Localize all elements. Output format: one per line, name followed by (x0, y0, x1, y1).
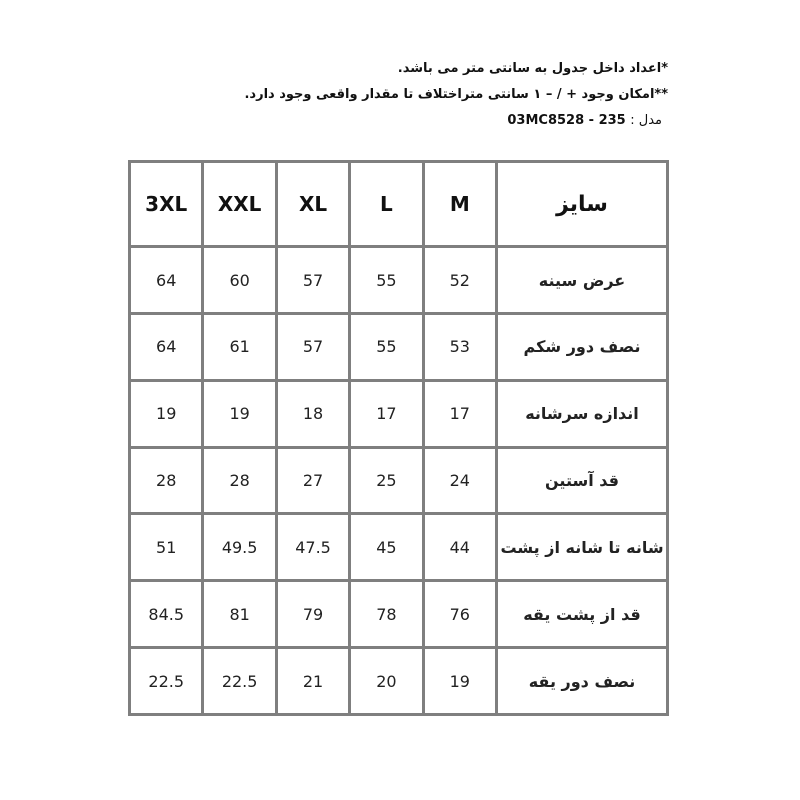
size-header-3xl: 3XL (131, 163, 201, 245)
table-cell: 55 (351, 315, 421, 379)
notes-block (244, 56, 668, 132)
table-cell: 24 (425, 449, 495, 513)
table-cell: 27 (278, 449, 348, 513)
table-cell: 19 (425, 649, 495, 713)
table-cell: 22.5 (131, 649, 201, 713)
table-cell: 51 (131, 515, 201, 579)
table-cell: 84.5 (131, 582, 201, 646)
table-cell: 53 (425, 315, 495, 379)
table-cell: 19 (131, 382, 201, 446)
table-cell: 21 (278, 649, 348, 713)
table-cell: 47.5 (278, 515, 348, 579)
table-cell: 49.5 (204, 515, 274, 579)
table-cell: 57 (278, 315, 348, 379)
size-header-m: M (425, 163, 495, 245)
row-label: عرض سینه (498, 248, 666, 312)
table-row (131, 248, 666, 312)
table-cell: 17 (425, 382, 495, 446)
row-label: اندازه سرشانه (498, 382, 666, 446)
table-cell: 60 (204, 248, 274, 312)
table-cell: 17 (351, 382, 421, 446)
table-row (131, 515, 666, 579)
row-label: نصف دور یقه (498, 649, 666, 713)
size-table (128, 160, 669, 716)
note-tolerance: **امکان وجود + / – ۱ سانتی متراختلاف تا مقدار واقعی وجود دارد. (244, 87, 668, 102)
header-label-cell: سایز (498, 163, 666, 245)
row-label: نصف دور شکم (498, 315, 666, 379)
table-cell: 22.5 (204, 649, 274, 713)
table-cell: 81 (204, 582, 274, 646)
table-cell: 28 (204, 449, 274, 513)
row-label: شانه تا شانه از پشت (498, 515, 666, 579)
note-units: *اعداد داخل جدول به سانتی متر می باشد. (397, 61, 668, 76)
table-cell: 55 (351, 248, 421, 312)
size-header-xxl: XXL (204, 163, 274, 245)
table-cell: 76 (425, 582, 495, 646)
table-cell: 52 (425, 248, 495, 312)
table-header-row (131, 163, 666, 245)
table-cell: 79 (278, 582, 348, 646)
table-cell: 45 (351, 515, 421, 579)
model-line (260, 108, 668, 132)
table-cell: 44 (425, 515, 495, 579)
size-header-xl: XL (278, 163, 348, 245)
table-cell: 64 (131, 248, 201, 312)
table-cell: 19 (204, 382, 274, 446)
table-cell: 61 (204, 315, 274, 379)
table-row (131, 382, 666, 446)
size-header-l: L (351, 163, 421, 245)
table-row (131, 582, 666, 646)
table-row (131, 315, 666, 379)
table-row (131, 649, 666, 713)
table-cell: 78 (351, 582, 421, 646)
model-code: 03MC8528 - 235 (507, 113, 626, 128)
row-label: قد از پشت یقه (498, 582, 666, 646)
row-label: قد آستین (498, 449, 666, 513)
model-label: مدل : (630, 113, 662, 128)
table-cell: 28 (131, 449, 201, 513)
table-cell: 64 (131, 315, 201, 379)
table-cell: 18 (278, 382, 348, 446)
table-cell: 57 (278, 248, 348, 312)
table-row (131, 449, 666, 513)
table-cell: 25 (351, 449, 421, 513)
table-cell: 20 (351, 649, 421, 713)
